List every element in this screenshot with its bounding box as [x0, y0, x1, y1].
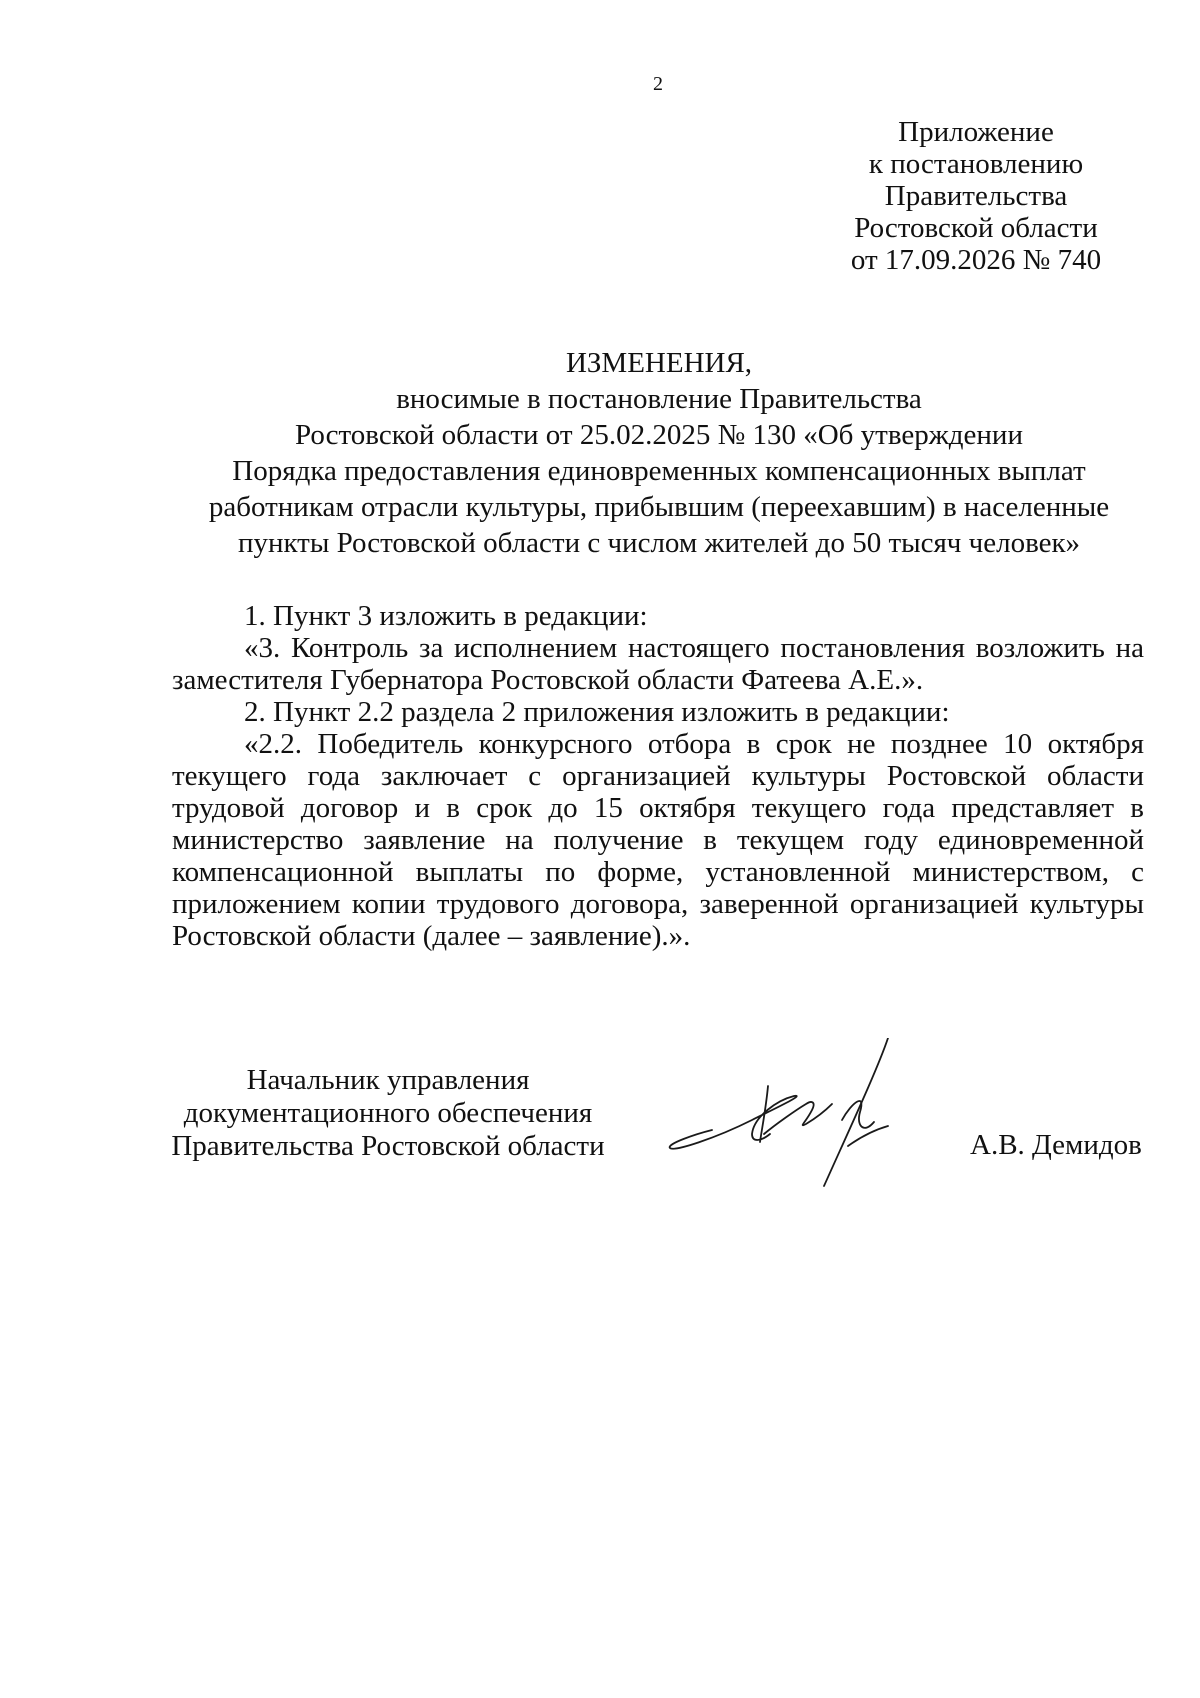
- document-body: [172, 600, 1144, 952]
- paragraph-item-1: 1. Пункт 3 изложить в редакции:: [244, 600, 648, 632]
- appendix-line: Правительства: [884, 180, 1068, 212]
- paragraph-quote-2: «2.2. Победитель конкурсного отбора в срок не позднее 10 октября текущего года заключает с организацией культуры Ростовской области трудовой договор и в срок до 15 октября текущего года представляет в министерство заявление на получение в текущем году единовременной компенсационной выплаты по форме, установленной министерством, с приложением копии трудового договора, заверенной организацией культуры Ростовской области (далее – заявление).».: [172, 728, 1144, 952]
- document-title: ИЗМЕНЕНИЯ,: [565, 347, 753, 379]
- appendix-date-number: от 17.09.2026 № 740: [850, 244, 1102, 276]
- page-number: 2: [653, 73, 663, 95]
- handwritten-signature: [656, 1038, 956, 1198]
- appendix-header: [840, 116, 1112, 276]
- paragraph-quote-1: «3. Контроль за исполнением настоящего постановления возложить на заместителя Губернатора Ростовской области Фатеева А.Е.».: [172, 632, 1144, 696]
- appendix-line: Приложение: [898, 116, 1054, 148]
- heading-line: Ростовской области от 25.02.2025 № 130 «Об утверждении: [295, 419, 1023, 451]
- document-heading: [200, 345, 1118, 561]
- heading-line: Порядка предоставления единовременных компенсационных выплат: [232, 455, 1086, 487]
- signer-name: А.В. Демидов: [970, 1129, 1142, 1161]
- heading-line: вносимые в постановление Правительства: [396, 383, 922, 415]
- signer-position-line: Начальник управления: [246, 1064, 530, 1096]
- appendix-line: к постановлению: [868, 148, 1084, 180]
- heading-line: пункты Ростовской области с числом жителей до 50 тысяч человек»: [237, 527, 1081, 559]
- appendix-line: Ростовской области: [854, 212, 1098, 244]
- paragraph-item-2: 2. Пункт 2.2 раздела 2 приложения изложить в редакции:: [244, 696, 950, 728]
- signer-position: [168, 1064, 608, 1163]
- signer-position-line: Правительства Ростовской области: [171, 1130, 605, 1162]
- signer-position-line: документационного обеспечения: [183, 1097, 593, 1129]
- heading-line: работникам отрасли культуры, прибывшим (переехавшим) в населенные: [208, 491, 1110, 523]
